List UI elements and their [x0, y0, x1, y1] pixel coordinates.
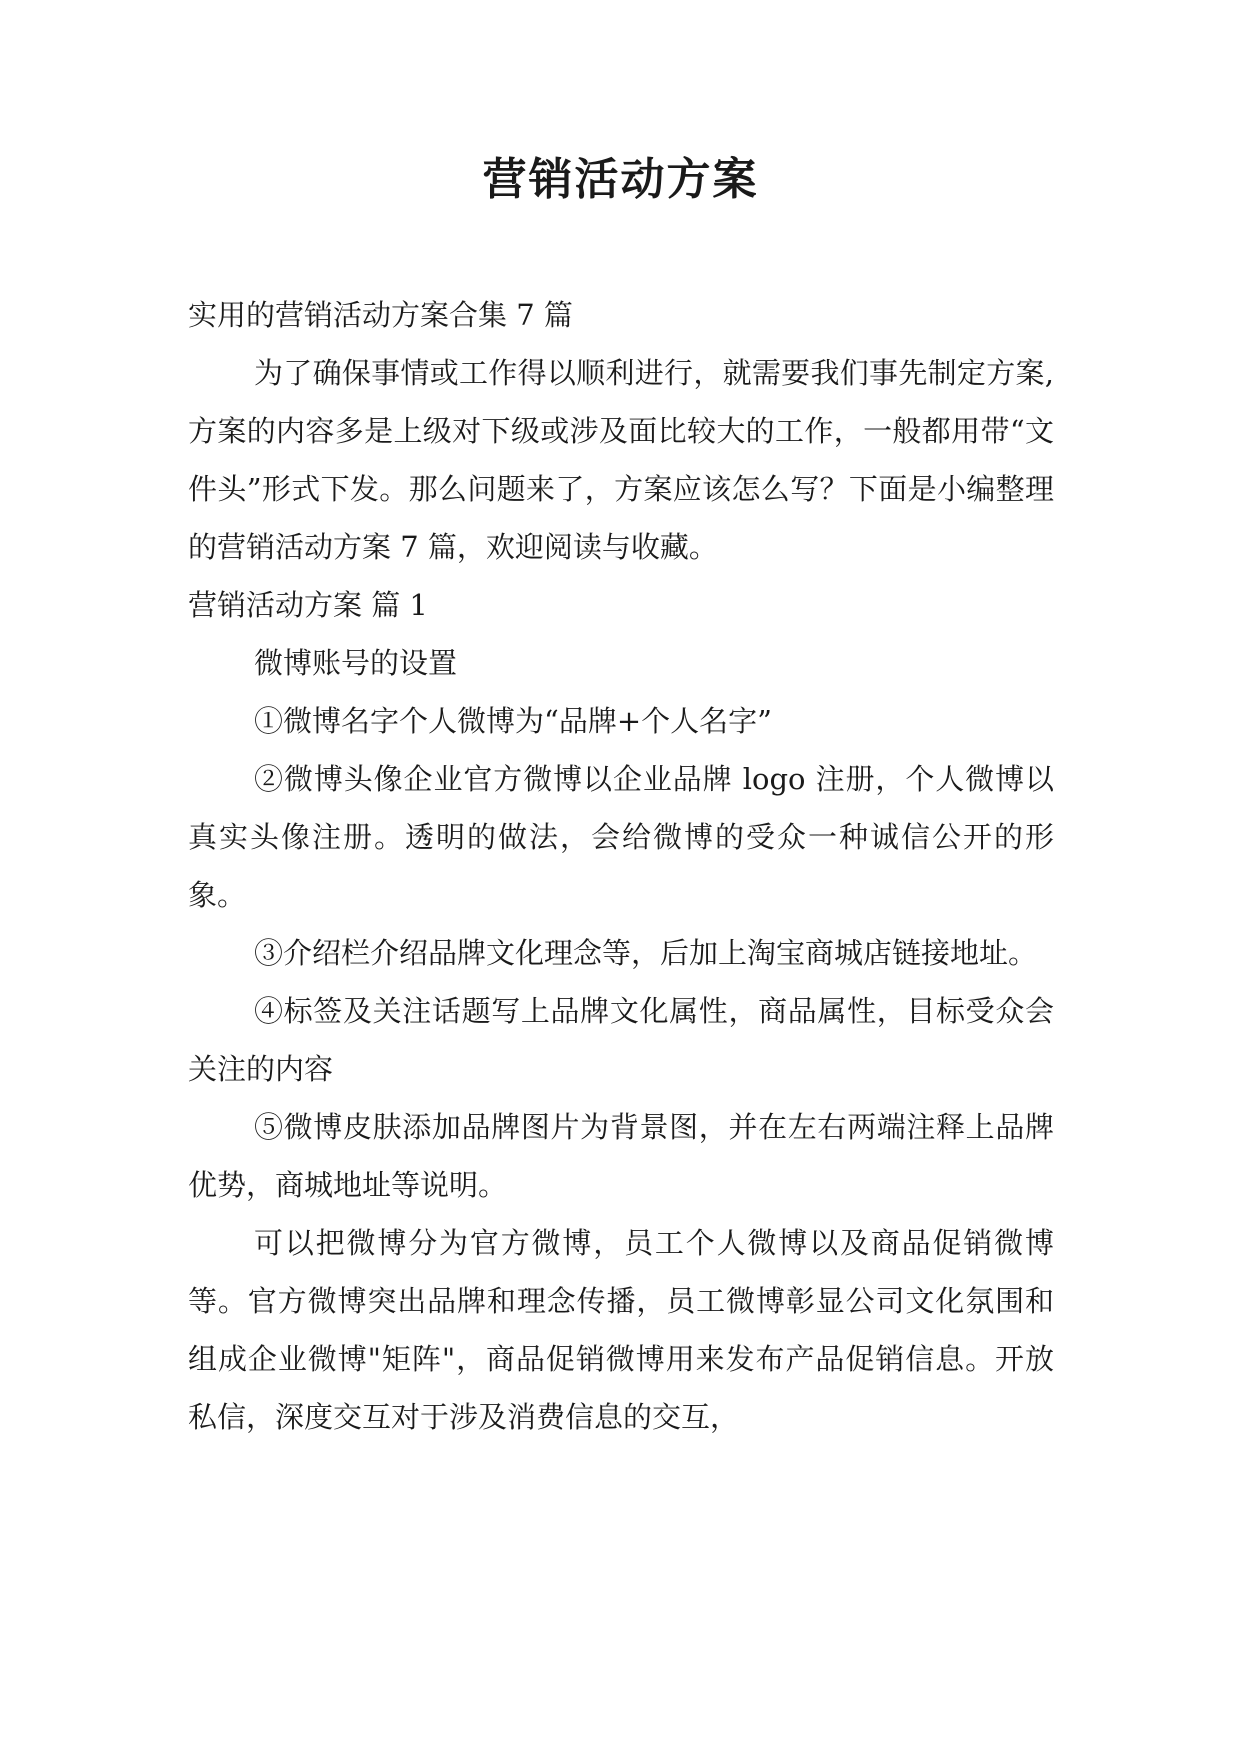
body-paragraph: ③介绍栏介绍品牌文化理念等，后加上淘宝商城店链接地址。	[254, 936, 1038, 970]
document-title: 营销活动方案	[482, 154, 759, 205]
body-paragraph: 可以把微博分为官方微博，员工个人微博以及商品促销微博等。官方微博突出品牌和理念传播，员工微博彰显公司文化氛围和组成企业微博"矩阵"，商品促销微博用来发布产品促销信息。开放私信，深度交互对于涉及消费信息的交互，	[188, 1226, 1054, 1434]
body-paragraph: ⑤微博皮肤添加品牌图片为背景图，并在左右两端注释上品牌优势，商城地址等说明。	[188, 1110, 1054, 1202]
intro-paragraph: 为了确保事情或工作得以顺利进行，就需要我们事先制定方案,方案的内容多是上级对下级或涉及面比较大的工作，一般都用带“文件头”形式下发。那么问题来了，方案应该怎么写？下面是小编整理的营销活动方案 7 篇，欢迎阅读与收藏。	[188, 356, 1054, 564]
section-heading: 营销活动方案 篇 1	[188, 588, 428, 622]
body-paragraph: ②微博头像企业官方微博以企业品牌 logo 注册，个人微博以真实头像注册。透明的做法，会给微博的受众一种诚信公开的形象。	[188, 762, 1054, 912]
body-paragraph: 微博账号的设置	[254, 646, 458, 680]
document-body	[188, 286, 1054, 1446]
document-subtitle: 实用的营销活动方案合集 7 篇	[188, 298, 573, 332]
body-paragraph: ①微博名字个人微博为“品牌+个人名字”	[254, 704, 772, 738]
body-paragraph: ④标签及关注话题写上品牌文化属性，商品属性，目标受众会关注的内容	[188, 994, 1054, 1086]
